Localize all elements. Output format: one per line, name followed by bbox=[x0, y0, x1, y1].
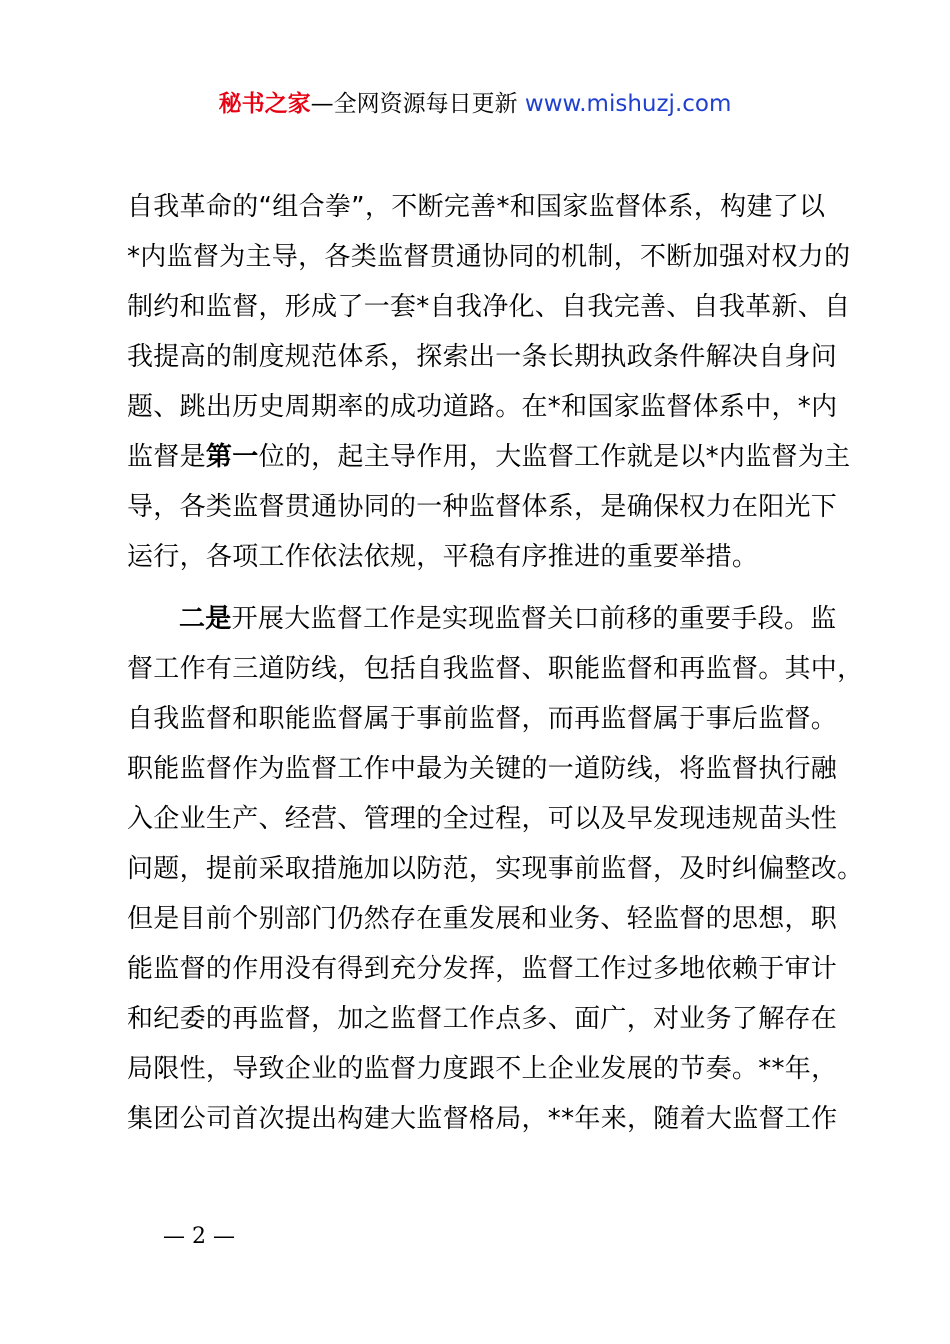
text-line: 自我革命的“组合拳”，不断完善*和国家监督体系，构建了以 bbox=[127, 192, 826, 222]
text-line: 我提高的制度规范体系，探索出一条长期执政条件解决自身问 bbox=[127, 342, 838, 372]
text-line: 督工作有三道防线，包括自我监督、职能监督和再监督。其中， bbox=[127, 654, 864, 684]
text-line bbox=[127, 432, 851, 482]
paragraph-1 bbox=[127, 182, 851, 582]
text-line: 和纪委的再监督，加之监督工作点多、面广，对业务了解存在 bbox=[127, 1004, 838, 1034]
site-slogan: —全网资源每日更新 bbox=[310, 91, 525, 117]
site-url-link[interactable]: www.mishuzj.com bbox=[524, 91, 732, 117]
site-brand: 秘书之家 bbox=[218, 91, 311, 117]
emphasis-text: 第一 bbox=[205, 442, 259, 472]
site-header bbox=[0, 86, 950, 122]
text-line: 但是目前个别部门仍然存在重发展和业务、轻监督的思想，职 bbox=[127, 904, 838, 934]
text-line: *内监督为主导，各类监督贯通协同的机制，不断加强对权力的 bbox=[127, 242, 851, 272]
text-line: 运行，各项工作依法依规，平稳有序推进的重要举措。 bbox=[127, 542, 759, 572]
paragraph-2 bbox=[127, 594, 864, 1144]
text-line: 局限性，导致企业的监督力度跟不上企业发展的节奏。**年， bbox=[127, 1054, 838, 1084]
text-line bbox=[127, 594, 837, 644]
text-line: 能监督的作用没有得到充分发挥，监督工作过多地依赖于审计 bbox=[127, 954, 838, 984]
text-line: 题、跳出历史周期率的成功道路。在*和国家监督体系中，*内 bbox=[127, 392, 838, 422]
text-line: 导，各类监督贯通协同的一种监督体系，是确保权力在阳光下 bbox=[127, 492, 838, 522]
text-segment: 监督是 bbox=[127, 442, 206, 472]
emphasis-text: 二是 bbox=[179, 604, 232, 634]
text-line: 集团公司首次提出构建大监督格局，**年来，随着大监督工作 bbox=[127, 1104, 838, 1134]
text-line: 职能监督作为监督工作中最为关键的一道防线，将监督执行融 bbox=[127, 754, 838, 784]
text-line: 问题，提前采取措施加以防范，实现事前监督，及时纠偏整改。 bbox=[127, 854, 864, 884]
document-body bbox=[127, 182, 864, 1144]
text-line: 自我监督和职能监督属于事前监督，而再监督属于事后监督。 bbox=[127, 704, 838, 734]
text-segment: 位的，起主导作用，大监督工作就是以*内监督为主 bbox=[258, 442, 851, 472]
text-segment: 开展大监督工作是实现监督关口前移的重要手段。监 bbox=[231, 604, 837, 634]
text-line: 入企业生产、经营、管理的全过程，可以及早发现违规苗头性 bbox=[127, 804, 838, 834]
paragraph-spacer bbox=[127, 582, 837, 594]
page-number: — 2 — bbox=[163, 1224, 235, 1249]
text-line: 制约和监督，形成了一套*自我净化、自我完善、自我革新、自 bbox=[127, 292, 851, 322]
